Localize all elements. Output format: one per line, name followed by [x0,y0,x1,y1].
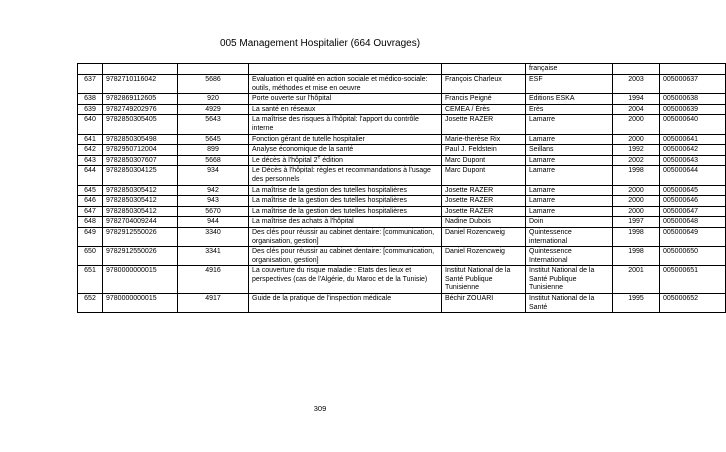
cell-year: 1998 [613,247,660,266]
cell-title: Fonction gérant de tutelle hospitalier [249,134,442,145]
cell-ex: 4929 [178,104,249,115]
cell-title: La maîtrise de la gestion des tutelles hospitalières [249,196,442,207]
table-row [78,155,726,166]
cell-isbn: 9782749202976 [103,104,178,115]
cell-num: 650 [78,247,103,266]
cell-ex [178,64,249,75]
cell-publisher: ESF [526,75,613,94]
title-text: Le décès à l'hôpital 2 [252,156,318,164]
cell-ex: 943 [178,196,249,207]
cell-num: 640 [78,115,103,134]
cell-author: Paul J. Feldstein [442,145,526,156]
cell-isbn: 9782850305405 [103,115,178,134]
table-row [78,247,726,266]
cell-title: Guide de la pratique de l'inspection médicale [249,294,442,313]
cell-num [78,64,103,75]
cell-ex: 5645 [178,134,249,145]
cell-ex: 3340 [178,227,249,246]
cell-num: 649 [78,227,103,246]
cell-isbn: 9782850305412 [103,196,178,207]
cell-publisher: Lamarre [526,155,613,166]
cell-ex: 942 [178,185,249,196]
cell-num: 638 [78,94,103,105]
cell-year: 2004 [613,104,660,115]
cell-year: 2000 [613,134,660,145]
cell-author: Daniel Rozencweig [442,247,526,266]
cell-year: 2001 [613,266,660,294]
cell-year: 1998 [613,166,660,185]
cell-num: 641 [78,134,103,145]
cell-title: La maîtrise de la gestion des tutelles hospitalières [249,185,442,196]
table-row [78,166,726,185]
cell-ex: 5686 [178,75,249,94]
cell-code: 005000647 [660,206,726,217]
cell-year: 2000 [613,196,660,207]
catalog-table [77,63,726,313]
cell-code: 005000651 [660,266,726,294]
cell-title: Porte ouverte sur l'hôpital [249,94,442,105]
cell-year: 2000 [613,115,660,134]
cell-num: 645 [78,185,103,196]
cell-year: 1994 [613,94,660,105]
cell-title [249,155,442,166]
cell-num: 639 [78,104,103,115]
cell-code: 005000641 [660,134,726,145]
cell-title: Des clés pour réussir au cabinet dentaire: [communication, organisation, gestion] [249,247,442,266]
cell-title: La santé en réseaux [249,104,442,115]
cell-ex: 899 [178,145,249,156]
page-title: 005 Management Hospitalier (664 Ouvrages) [219,38,421,49]
table-row [78,134,726,145]
cell-author: Béchir ZOUARI [442,294,526,313]
cell-publisher: Erès [526,104,613,115]
cell-author: Marc Dupont [442,155,526,166]
cell-author: Josette RAZER [442,115,526,134]
table-row [78,185,726,196]
table-row [78,196,726,207]
cell-title: Des clés pour réussir au cabinet dentaire: [communication, organisation, gestion] [249,227,442,246]
title-superscript: e [317,154,321,161]
cell-isbn: 9782912550026 [103,247,178,266]
cell-title: Le Décès à l'hôpital: règles et recommandations à l'usage des personnels [249,166,442,185]
table-row [78,206,726,217]
cell-year: 1998 [613,227,660,246]
cell-code: 005000638 [660,94,726,105]
cell-publisher: Institut National de la Santé Publique Tunisienne [526,266,613,294]
cell-author: Josette RAZER [442,206,526,217]
cell-ex: 944 [178,217,249,228]
table-row [78,94,726,105]
cell-author: Marc Dupont [442,166,526,185]
cell-isbn [103,64,178,75]
table-row [78,145,726,156]
cell-code: 005000649 [660,227,726,246]
cell-title: La maîtrise de la gestion des tutelles hospitalières [249,206,442,217]
cell-publisher: Lamarre [526,166,613,185]
cell-code: 005000645 [660,185,726,196]
cell-ex: 920 [178,94,249,105]
cell-code: 005000650 [660,247,726,266]
cell-title: Evaluation et qualité en action sociale et médico-sociale: outils, méthodes et mise en oeuvre [249,75,442,94]
cell-publisher: Institut National de la Santé [526,294,613,313]
cell-title: La maîtrise des achats à l'hôpital [249,217,442,228]
cell-publisher: Quintessence international [526,227,613,246]
cell-code: 005000640 [660,115,726,134]
cell-code: 005000642 [660,145,726,156]
cell-isbn: 9782912550026 [103,227,178,246]
cell-num: 648 [78,217,103,228]
cell-ex: 5643 [178,115,249,134]
cell-num: 637 [78,75,103,94]
cell-publisher: Lamarre [526,185,613,196]
cell-author: Institut National de la Santé Publique Tunisienne [442,266,526,294]
cell-isbn: 9780000000015 [103,294,178,313]
cell-publisher: Doin [526,217,613,228]
cell-code: 005000643 [660,155,726,166]
cell-publisher: Editions ESKA [526,94,613,105]
cell-author: Nadine Dubois [442,217,526,228]
table-row [78,115,726,134]
cell-year: 2000 [613,185,660,196]
cell-title: La couverture du risque maladie : Etats des lieux et perspectives (cas de l'Algérie, du Maroc et de la Tunisie) [249,266,442,294]
cell-publisher: française [526,64,613,75]
cell-author [442,64,526,75]
cell-ex: 4917 [178,294,249,313]
cell-publisher: Lamarre [526,134,613,145]
cell-author: Marie-therèse Rix [442,134,526,145]
cell-title [249,64,442,75]
cell-year [613,64,660,75]
cell-year: 2002 [613,155,660,166]
cell-num: 647 [78,206,103,217]
cell-code: 005000639 [660,104,726,115]
table-body [78,64,726,313]
cell-author: Daniel Rozencweig [442,227,526,246]
cell-num: 644 [78,166,103,185]
cell-code [660,64,726,75]
cell-num: 642 [78,145,103,156]
cell-publisher: Quintessence International [526,247,613,266]
cell-ex: 934 [178,166,249,185]
table-row [78,217,726,228]
cell-isbn: 9782950712004 [103,145,178,156]
cell-author: Josette RAZER [442,185,526,196]
cell-code: 005000637 [660,75,726,94]
cell-year: 2000 [613,206,660,217]
table-row [78,227,726,246]
cell-ex: 5668 [178,155,249,166]
cell-isbn: 9782850304125 [103,166,178,185]
cell-num: 646 [78,196,103,207]
cell-publisher: Lamarre [526,206,613,217]
cell-year: 1997 [613,217,660,228]
cell-publisher: Lamarre [526,115,613,134]
cell-isbn: 9780000000015 [103,266,178,294]
cell-title: Analyse économique de la santé [249,145,442,156]
cell-isbn: 9782704009244 [103,217,178,228]
table-row [78,64,726,75]
cell-isbn: 9782850307607 [103,155,178,166]
table-row [78,266,726,294]
table-row [78,75,726,94]
cell-code: 005000652 [660,294,726,313]
cell-isbn: 9782850305498 [103,134,178,145]
cell-code: 005000648 [660,217,726,228]
cell-ex: 4916 [178,266,249,294]
table-row [78,294,726,313]
page-number: 309 [313,404,327,413]
cell-code: 005000646 [660,196,726,207]
table-row [78,104,726,115]
cell-isbn: 9782710116042 [103,75,178,94]
cell-title: La maîtrise des risques à l'hôpital: l'apport du contrôle interne [249,115,442,134]
cell-publisher: Seillans [526,145,613,156]
title-tail: édition [320,156,343,164]
cell-year: 1995 [613,294,660,313]
cell-publisher: Lamarre [526,196,613,207]
cell-ex: 5670 [178,206,249,217]
cell-author: CEMEA / Érès [442,104,526,115]
cell-author: Francis Peigné [442,94,526,105]
cell-num: 643 [78,155,103,166]
cell-num: 651 [78,266,103,294]
cell-num: 652 [78,294,103,313]
cell-author: François Charleux [442,75,526,94]
cell-author: Josette RAZER [442,196,526,207]
cell-year: 1992 [613,145,660,156]
cell-code: 005000644 [660,166,726,185]
cell-ex: 3341 [178,247,249,266]
cell-year: 2003 [613,75,660,94]
cell-isbn: 9782850305412 [103,206,178,217]
cell-isbn: 9782869112605 [103,94,178,105]
cell-isbn: 9782850305412 [103,185,178,196]
